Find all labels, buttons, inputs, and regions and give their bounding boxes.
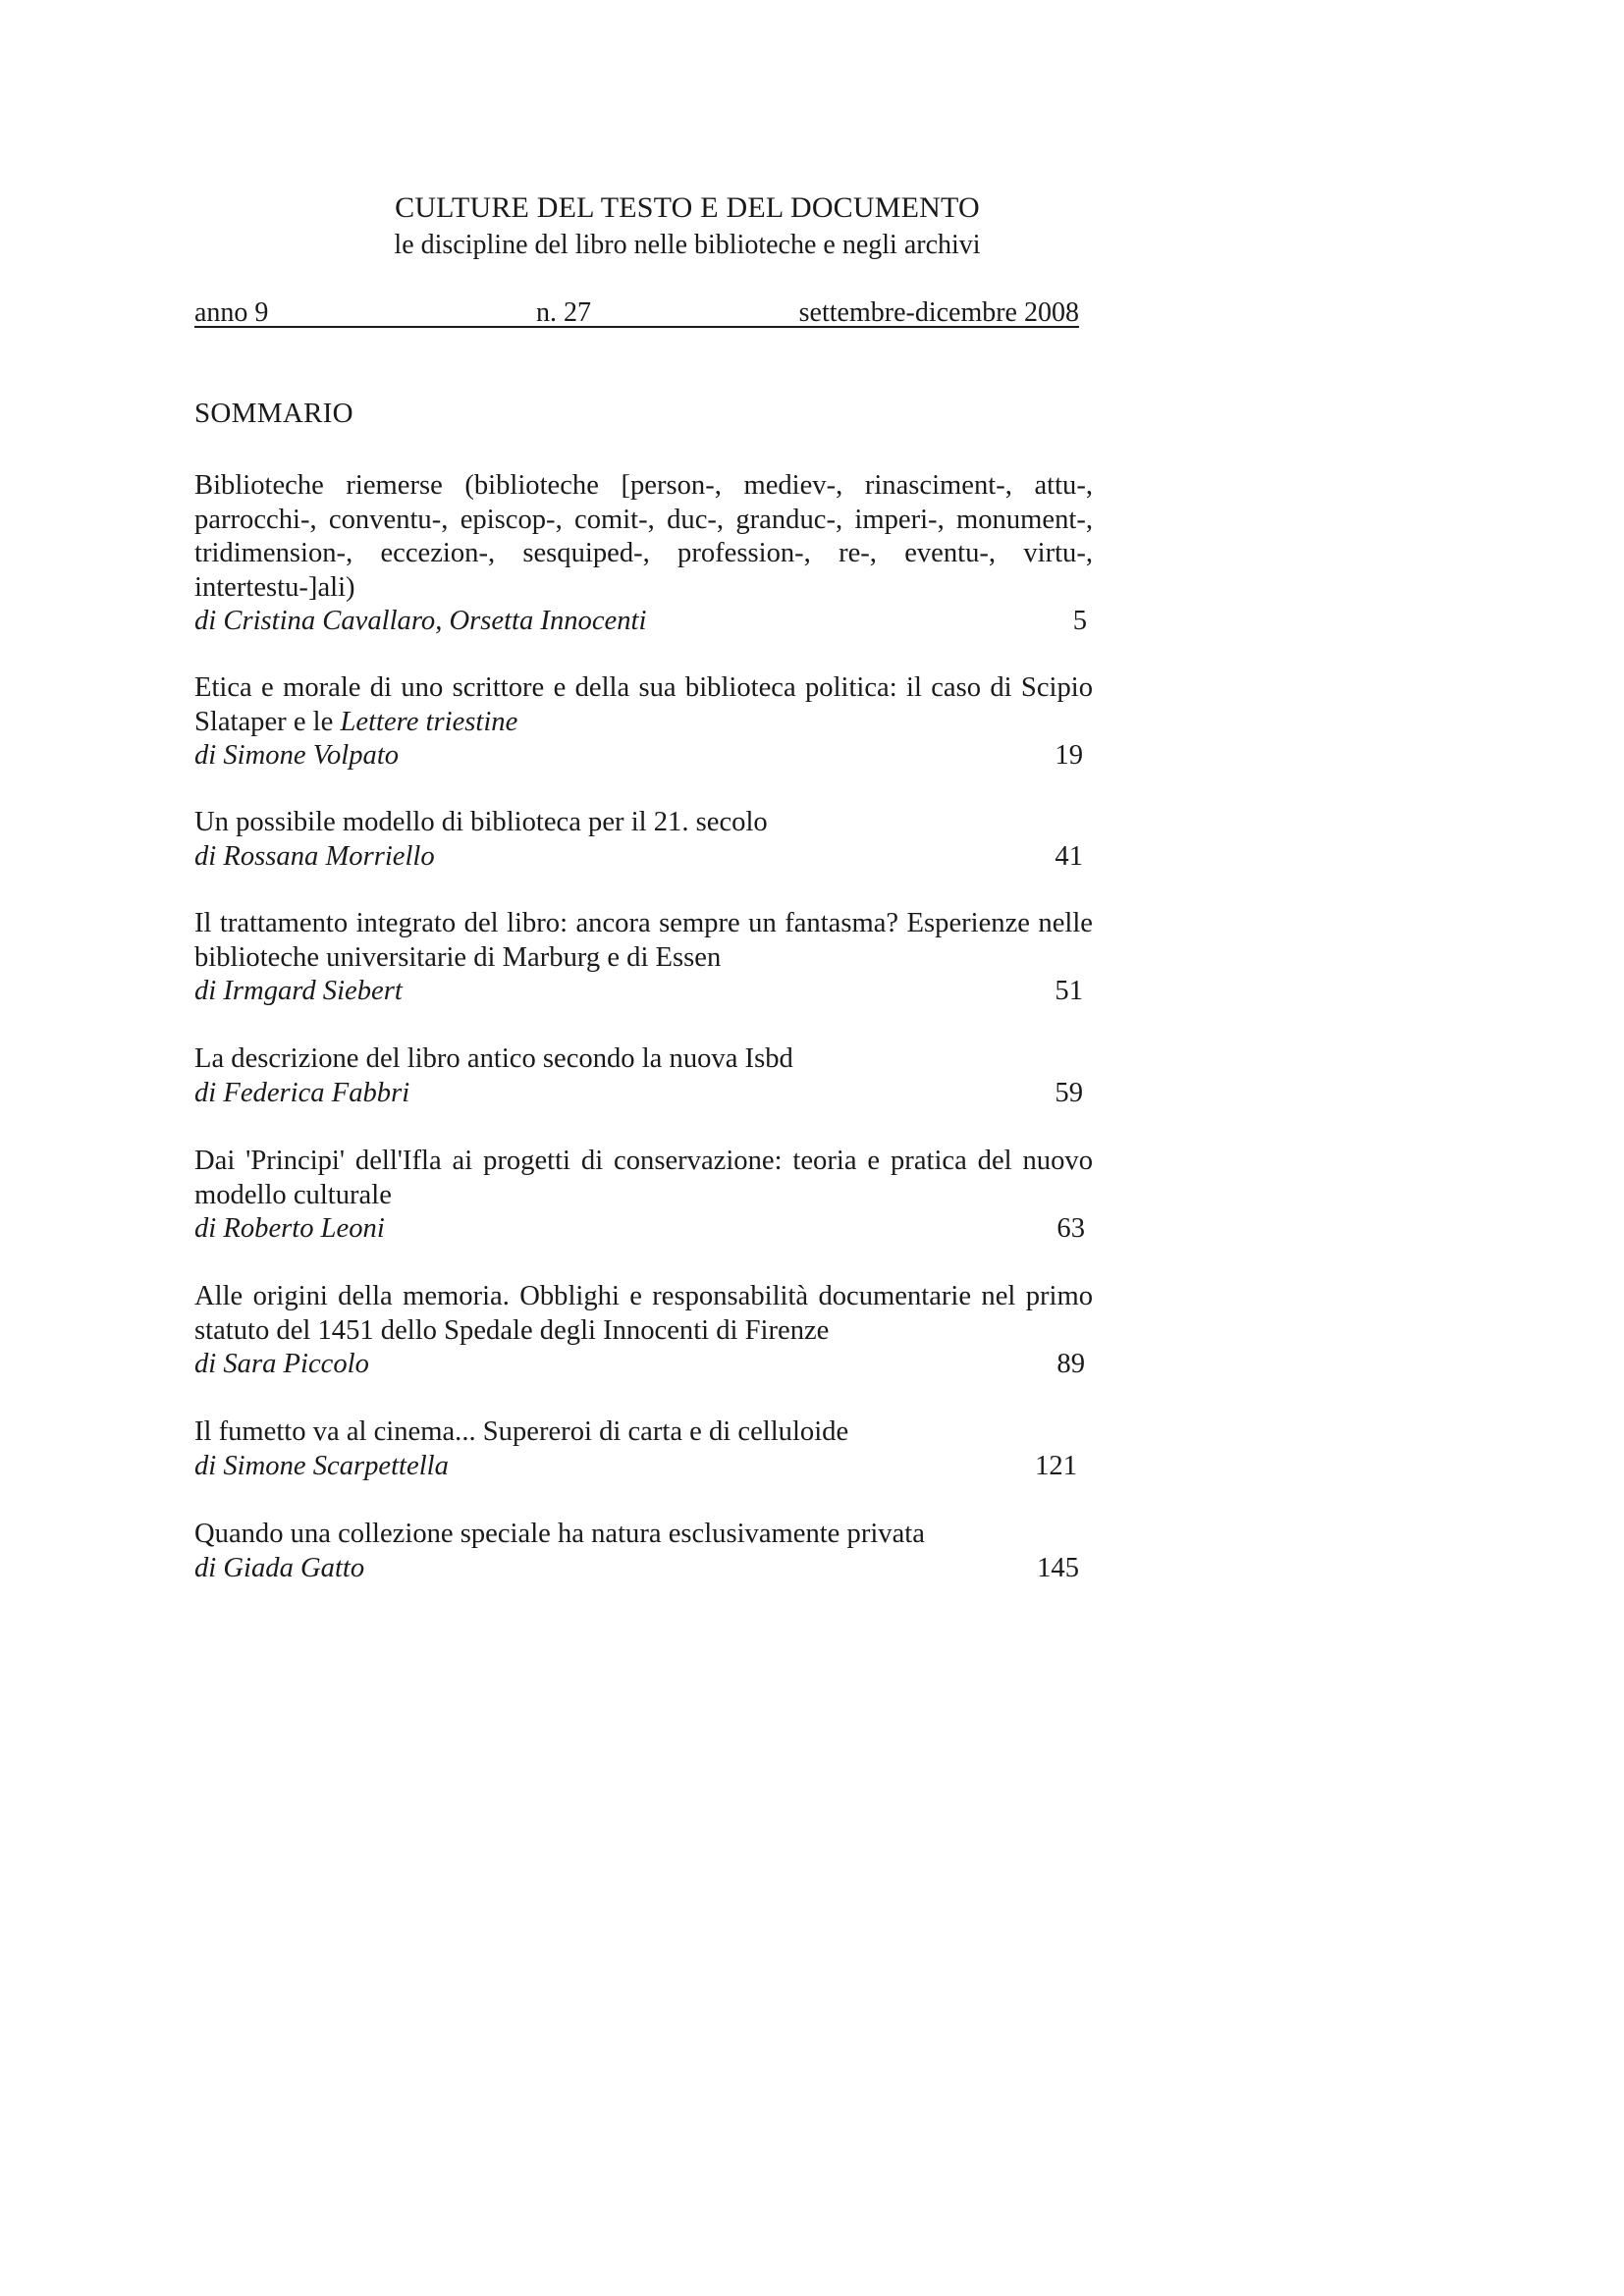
entry-author	[194, 975, 1093, 1009]
entry-page-number: 19	[1055, 740, 1083, 771]
entry-author-name: di Simone Scarpettella	[194, 1450, 449, 1481]
toc-entry	[194, 907, 1093, 1009]
toc-entry	[194, 1280, 1093, 1382]
issue-number: n. 27	[536, 297, 591, 328]
toc-entry	[194, 1042, 1093, 1110]
entry-title: Dai 'Principi' dell'Ifla ai progetti di conservazione: teoria e pratica del nuovo modello culturale	[194, 1146, 1093, 1210]
toc-entry	[194, 469, 1093, 639]
toc-entry	[194, 1145, 1093, 1247]
entry-author	[194, 739, 1093, 774]
entry-author-name: di Rossana Morriello	[194, 840, 435, 872]
issue-line	[194, 296, 1079, 330]
entry-title: Quando una collezione speciale ha natura esclusivamente privata	[194, 1519, 925, 1549]
journal-subtitle: le discipline del libro nelle biblioteche e negli archivi	[394, 230, 981, 260]
entry-page-number: 89	[1056, 1349, 1085, 1379]
entry-author	[194, 1077, 1093, 1111]
entry-author	[194, 1552, 1093, 1586]
issue-year: anno 9	[194, 297, 269, 328]
entry-page-number: 59	[1055, 1077, 1083, 1108]
entry-author	[194, 1212, 1093, 1247]
entry-author-name: di Cristina Cavallaro, Orsetta Innocenti	[194, 606, 647, 636]
entry-author	[194, 1450, 1093, 1484]
toc-entry	[194, 1415, 1093, 1483]
entry-author	[194, 1348, 1093, 1382]
entry-title-text: Etica e morale di uno scrittore e della sua biblioteca politica: il caso di Scipio Slataper e le	[194, 672, 1093, 737]
entry-title-italic: Lettere triestine	[340, 706, 518, 737]
toc-entry	[194, 1518, 1093, 1585]
summary-heading: SOMMARIO	[194, 398, 353, 429]
journal-title: CULTURE DEL TESTO E DEL DOCUMENTO	[395, 191, 980, 224]
entry-title: Il trattamento integrato del libro: ancora sempre un fantasma? Esperienze nelle biblioteche universitarie di Marburg e di Essen	[194, 908, 1093, 973]
entry-page-number: 121	[1035, 1450, 1077, 1481]
entry-title: Alle origini della memoria. Obblighi e responsabilità documentarie nel primo statuto del 1451 dello Spedale degli Innocenti di Firenze	[194, 1281, 1093, 1346]
entry-title: Il fumetto va al cinema... Supereroi di carta e di celluloide	[194, 1416, 849, 1447]
entry-page-number: 63	[1056, 1213, 1085, 1244]
entry-author-name: di Sara Piccolo	[194, 1349, 369, 1379]
entry-page-number: 51	[1055, 976, 1083, 1006]
toc-entry	[194, 806, 1093, 874]
entry-title: La descrizione del libro antico secondo la nuova Isbd	[194, 1043, 793, 1074]
entry-page-number: 145	[1037, 1552, 1079, 1583]
entry-page-number: 5	[1072, 606, 1087, 636]
entry-author	[194, 840, 1093, 875]
entry-title: Biblioteche riemerse (biblioteche [person-, mediev-, rinasciment-, attu-, parrocchi-, conventu-, episcop-, comit-, duc-, granduc-, imperi-, monument-, tridimension-, eccezion-, sesquiped-, profession-, re-, eventu-, virtu-, intertestu-]ali)	[194, 470, 1093, 603]
issue-date: settembre-dicembre 2008	[798, 297, 1079, 328]
entry-author-name: di Roberto Leoni	[194, 1213, 385, 1244]
entry-author-name: di Simone Volpato	[194, 740, 400, 771]
toc-entry	[194, 671, 1093, 774]
entry-author-name: di Giada Gatto	[194, 1552, 365, 1583]
entry-author-name: di Federica Fabbri	[194, 1077, 410, 1108]
entry-title	[194, 671, 1093, 739]
entry-title: Un possibile modello di biblioteca per il 21. secolo	[194, 807, 768, 837]
entry-author-name: di Irmgard Siebert	[194, 976, 403, 1006]
entry-author	[194, 605, 1093, 639]
entry-page-number: 41	[1055, 840, 1083, 872]
